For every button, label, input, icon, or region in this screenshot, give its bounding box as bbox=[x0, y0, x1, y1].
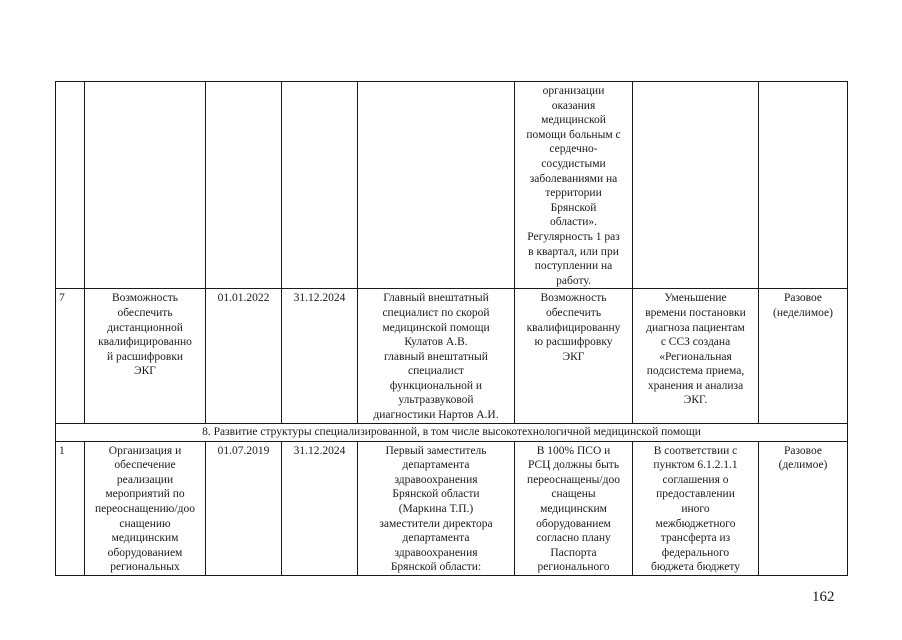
cell-type bbox=[759, 289, 848, 423]
cell-num bbox=[56, 441, 85, 575]
table-row-7 bbox=[56, 289, 848, 423]
cell-name bbox=[85, 289, 206, 423]
start-date: 01.07.2019 bbox=[217, 444, 270, 457]
cell-result-text: организации оказания медицинской помощи больным с сердечно- сосудистыми заболеваниями на территории Брянской области». Регулярность 1 раз в квартал, или при поступлении на работу. bbox=[526, 85, 621, 287]
cell-name bbox=[85, 82, 206, 289]
measures-table bbox=[55, 81, 848, 576]
end-date: 31.12.2024 bbox=[293, 292, 346, 305]
end-date: 31.12.2024 bbox=[293, 444, 346, 457]
responsible-text: Главный внештатный специалист по скорой медицинской помощи Кулатов А.В. главный внештатный специалист функциональной и ультразвуковой диагностики Нартов А.И. bbox=[373, 292, 499, 422]
cell-effect bbox=[633, 441, 759, 575]
responsible-text: Первый заместитель департамента здравоохранения Брянской области (Маркина Т.П.) заместители директора департамента здравоохранения Брянской области: bbox=[379, 444, 493, 574]
effect-text: Уменьшение времени постановки диагноза пациентам с ССЗ создана «Региональная подсистема приема, хранения и анализа ЭКГ. bbox=[645, 292, 746, 407]
cell-start-date bbox=[206, 289, 282, 423]
type-text: Разовое (неделимое) bbox=[773, 292, 833, 319]
row-number: 1 bbox=[59, 444, 65, 457]
measure-name: Организация и обеспечение реализации мероприятий по переоснащению/доо снащению медицинским оборудованием региональных bbox=[95, 444, 195, 574]
section-header-row bbox=[56, 423, 848, 441]
table-row-1 bbox=[56, 441, 848, 575]
cell-end-date bbox=[282, 82, 358, 289]
effect-text: В соответствии с пунктом 6.1.2.1.1 соглашения о предоставлении иного межбюджетного трансферта из федерального бюджета бюджету bbox=[651, 444, 740, 574]
cell-result bbox=[515, 82, 633, 289]
cell-num bbox=[56, 82, 85, 289]
cell-start-date bbox=[206, 441, 282, 575]
cell-end-date bbox=[282, 289, 358, 423]
result-text: В 100% ПСО и РСЦ должны быть переоснащены/доо снащены медицинским оборудованием согласно плану Паспорта регионального bbox=[527, 444, 620, 574]
type-text: Разовое (делимое) bbox=[778, 444, 828, 472]
measure-name: Возможность обеспечить дистанционной квалифицированно й расшифровки ЭКГ bbox=[98, 292, 192, 378]
page-number: 162 bbox=[812, 589, 835, 605]
cell-responsible bbox=[358, 441, 515, 575]
cell-result bbox=[515, 441, 633, 575]
cell-start-date bbox=[206, 82, 282, 289]
row-number: 7 bbox=[59, 292, 65, 305]
cell-responsible bbox=[358, 289, 515, 423]
cell-responsible bbox=[358, 82, 515, 289]
cell-end-date bbox=[282, 441, 358, 575]
section-header: 8. Развитие структуры специализированной, в том числе высокотехнологичной медицинской помощи bbox=[56, 423, 848, 441]
cell-result bbox=[515, 289, 633, 423]
table-row-continuation bbox=[56, 82, 848, 289]
cell-name bbox=[85, 441, 206, 575]
cell-type bbox=[759, 441, 848, 575]
result-text: Возможность обеспечить квалифицированну ю расшифровку ЭКГ bbox=[526, 292, 621, 363]
cell-effect bbox=[633, 82, 759, 289]
start-date: 01.01.2022 bbox=[217, 292, 270, 305]
cell-num bbox=[56, 289, 85, 423]
cell-type bbox=[759, 82, 848, 289]
cell-effect bbox=[633, 289, 759, 423]
